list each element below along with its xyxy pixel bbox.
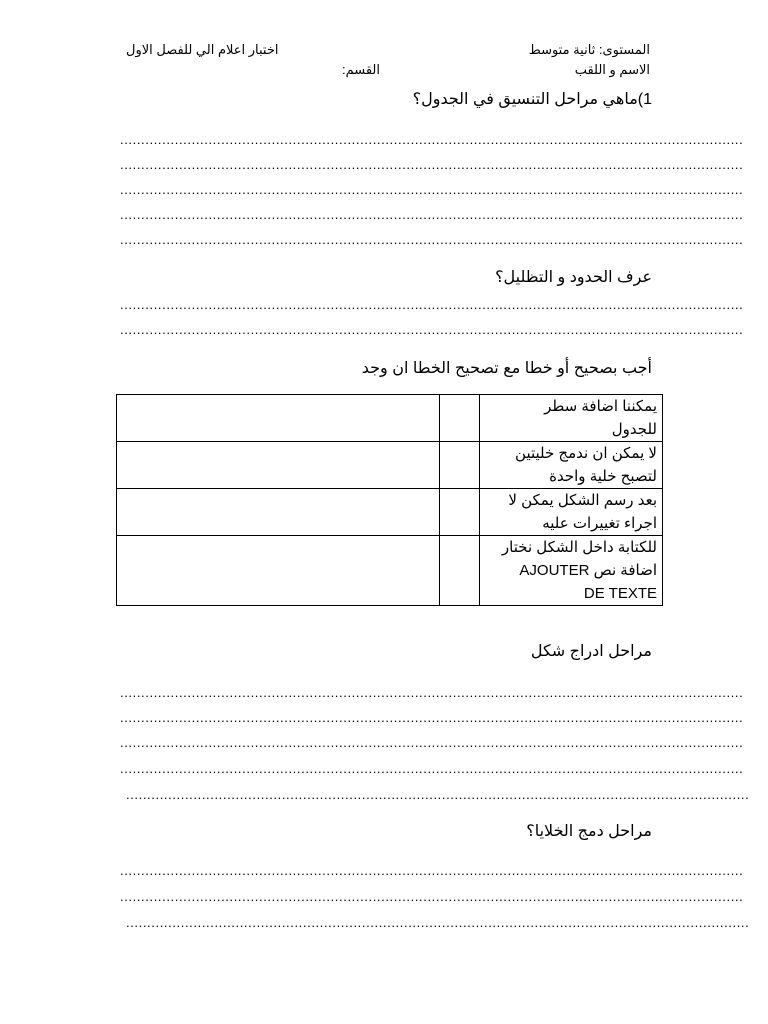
question-2: عرف الحدود و التظليل؟ [495,269,652,286]
statement-line: DE TEXTE [583,585,657,602]
answer-cell[interactable] [440,489,480,536]
answer-line: .................................................................................................................................................... [120,297,744,312]
statement-line: لتصبح خلية واحدة [549,468,657,485]
answer-line: .................................................................................................................................................... [120,685,744,700]
statement-line: لا يمكن ان ندمج خليتين [515,445,657,462]
table-row [117,489,663,536]
statement-line: بعد رسم الشكل يمكن لا [508,492,657,509]
name-label: الاسم و اللقب [574,62,650,77]
answer-line: .................................................................................................................................................... [120,863,744,878]
statement-cell [480,536,663,606]
correction-cell[interactable] [117,536,440,606]
statement-line: يمكننا اضافة سطر [544,398,657,415]
question-4: مراحل ادراج شكل [530,643,652,660]
correction-cell[interactable] [117,395,440,442]
class-label: القسم: [342,62,381,77]
test-title: اختبار اعلام الي للفصل الاول [126,42,279,57]
answer-line: .................................................................................................................................................... [120,132,744,147]
statement-line: اضافة نص AJOUTER [519,562,657,579]
answer-cell[interactable] [440,442,480,489]
answer-line: .................................................................................................................................................... [120,761,744,776]
answer-line: .................................................................................................................................................... [120,710,744,725]
answer-line: .................................................................................................................................................... [120,232,744,247]
true-false-table [116,394,663,606]
answer-cell[interactable] [440,395,480,442]
answer-line: .................................................................................................................................................... [120,207,744,222]
table-row [117,536,663,606]
correction-cell[interactable] [117,489,440,536]
question-5: مراحل دمج الخلايا؟ [526,823,652,840]
answer-line: .................................................................................................................................................... [126,787,750,802]
correction-cell[interactable] [117,442,440,489]
table-row [117,395,663,442]
level-label: المستوى: ثانية متوسط [528,42,650,57]
statement-line: للجدول [611,421,657,438]
answer-cell[interactable] [440,536,480,606]
statement-cell [480,395,663,442]
question-1: 1)ماهي مراحل التنسيق في الجدول؟ [412,91,652,108]
statement-cell [480,489,663,536]
table-row [117,442,663,489]
question-3: أجب بصحيح أو خطا مع تصحيح الخطا ان وجد [361,360,652,377]
answer-line: .................................................................................................................................................... [126,915,750,930]
statement-line: للكتابة داخل الشكل نختار [501,539,657,556]
statement-cell [480,442,663,489]
answer-line: .................................................................................................................................................... [120,735,744,750]
answer-line: .................................................................................................................................................... [120,322,744,337]
answer-line: .................................................................................................................................................... [120,182,744,197]
statement-line: اجراء تغييرات عليه [542,515,657,532]
answer-line: .................................................................................................................................................... [120,157,744,172]
answer-line: .................................................................................................................................................... [120,889,744,904]
